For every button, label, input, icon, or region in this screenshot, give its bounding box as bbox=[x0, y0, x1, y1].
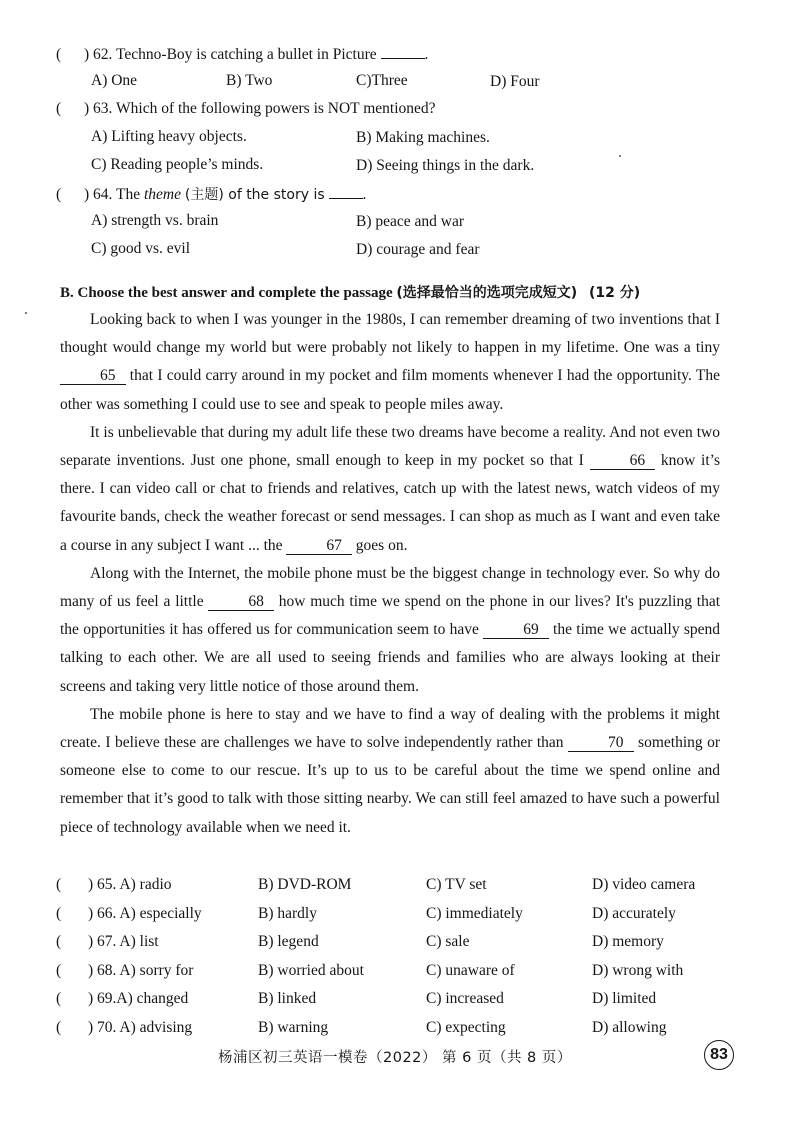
text: Along with the Internet, the mobile phone must be the biggest change in technology ever. So why do many of us feel a little bbox=[60, 564, 720, 611]
q64-option-a: A) strength vs. brain bbox=[91, 212, 219, 229]
q62-option-d: D) Four bbox=[490, 73, 540, 90]
blank-69: 69 bbox=[483, 622, 549, 639]
option-c: C) TV set bbox=[426, 876, 487, 893]
options-68 bbox=[56, 962, 756, 984]
text: It is unbelievable that during my adult life these two dreams have become a reality. And not even two separate inventions. Just one phone, small enough to keep in my pocket so that I bbox=[60, 423, 720, 470]
section-title-cn: (选择最恰当的选项完成短文) bbox=[396, 285, 578, 301]
section-score: (12 分) bbox=[588, 285, 641, 301]
scan-speck bbox=[25, 312, 27, 314]
answer-paren: ( bbox=[56, 962, 62, 979]
paragraph-2 bbox=[60, 419, 720, 560]
text: that I could carry around in my pocket and film moments whenever I had the opportunity. The other was something I could use to see and speak to people miles away. bbox=[60, 367, 721, 413]
blank-66: 66 bbox=[590, 453, 656, 470]
q64-option-d: D) courage and fear bbox=[356, 241, 480, 258]
option-b: B) hardly bbox=[258, 905, 317, 922]
option-c: C) increased bbox=[426, 990, 504, 1007]
text: The mobile phone is here to stay and we have to find a way of dealing with the problems it might create. I believe these are challenges we have to solve independently rather than bbox=[60, 705, 720, 752]
q62-option-a: A) One bbox=[91, 72, 138, 89]
blank-65: 65 bbox=[60, 368, 126, 385]
option-d: D) limited bbox=[592, 990, 657, 1007]
q63-option-d: D) Seeing things in the dark. bbox=[356, 157, 535, 174]
q63-option-b: B) Making machines. bbox=[356, 129, 490, 146]
option-d: D) accurately bbox=[592, 905, 676, 922]
text: how much time we spend on the phone in our lives? It's puzzling that the opportunities it has offered us for communication seem to have bbox=[60, 593, 720, 639]
answer-blank bbox=[381, 44, 425, 59]
question-64-end: . bbox=[362, 186, 367, 203]
page-number-badge: 83 bbox=[704, 1040, 734, 1070]
option-c: C) expecting bbox=[426, 1019, 506, 1036]
answer-paren: ( bbox=[56, 100, 62, 117]
answer-paren: ( bbox=[56, 933, 62, 950]
text: the time we actually spend talking to each other. We are all used to seeing friends and families who are always looking at their screens and taking very little notice of those around them. bbox=[60, 621, 721, 695]
text: know it’s there. I can video call or chat to friends and relatives, catch up with the latest news, watch videos of my favourite bands, check the weather forecast or send messages. I can shop as much as I want and even take a course in any subject I want ... the bbox=[60, 452, 720, 554]
option-a: ) 66. A) especially bbox=[88, 905, 202, 922]
section-b-title bbox=[60, 282, 640, 302]
question-62 bbox=[56, 44, 428, 64]
options-66 bbox=[56, 905, 756, 927]
question-62-stem: ) 62. Techno-Boy is catching a bullet in Picture bbox=[84, 46, 377, 63]
q62-option-b: B) Two bbox=[226, 72, 273, 89]
option-c: C) sale bbox=[426, 933, 470, 950]
cloze-passage bbox=[60, 306, 720, 842]
option-d: D) wrong with bbox=[592, 962, 684, 979]
option-d: D) memory bbox=[592, 933, 664, 950]
answer-paren: ( bbox=[56, 876, 62, 893]
paragraph-1 bbox=[60, 306, 720, 419]
options-69 bbox=[56, 990, 756, 1012]
answer-blank bbox=[329, 184, 363, 199]
option-a: ) 68. A) sorry for bbox=[88, 962, 194, 979]
option-b: B) warning bbox=[258, 1019, 329, 1036]
option-b: B) worried about bbox=[258, 962, 364, 979]
q64-option-b: B) peace and war bbox=[356, 213, 465, 230]
options-70 bbox=[56, 1019, 756, 1041]
blank-68: 68 bbox=[208, 594, 274, 611]
question-64 bbox=[56, 184, 366, 204]
option-a: ) 65. A) radio bbox=[88, 876, 172, 893]
question-64-stem-rest: (主题) of the story is bbox=[184, 187, 325, 203]
question-64-stem: ) 64. The bbox=[84, 186, 141, 203]
theme-word: theme bbox=[143, 186, 181, 203]
blank-67: 67 bbox=[286, 538, 352, 555]
answer-paren: ( bbox=[56, 905, 62, 922]
answer-paren: ( bbox=[56, 186, 62, 203]
paragraph-4 bbox=[60, 701, 720, 842]
options-65 bbox=[56, 876, 756, 898]
q64-option-c: C) good vs. evil bbox=[91, 240, 191, 257]
option-a: ) 67. A) list bbox=[88, 933, 159, 950]
options-67 bbox=[56, 933, 756, 955]
answer-paren: ( bbox=[56, 46, 62, 63]
option-b: B) DVD-ROM bbox=[258, 876, 352, 893]
text: something or someone else to come to our rescue. It’s up to us to be careful about the time we spend online and remember that it’s good to talk with those sitting nearby. We can still feel amazed to have such a powerful piece of technology available when we need it. bbox=[60, 734, 721, 836]
answer-paren: ( bbox=[56, 1019, 62, 1036]
question-63-stem: ) 63. Which of the following powers is NOT mentioned? bbox=[84, 100, 436, 117]
question-62-end: . bbox=[424, 46, 429, 63]
option-d: D) allowing bbox=[592, 1019, 667, 1036]
paragraph-3 bbox=[60, 560, 720, 701]
section-title-text: B. Choose the best answer and complete the passage bbox=[60, 285, 393, 301]
text: Looking back to when I was younger in the 1980s, I can remember dreaming of two inventions that I thought would change my world but were probably not likely to happen in my lifetime. One was a tiny bbox=[60, 311, 720, 357]
option-d: D) video camera bbox=[592, 876, 696, 893]
option-b: B) legend bbox=[258, 933, 319, 950]
page-footer: 杨浦区初三英语一模卷（2022） 第 6 页（共 8 页） bbox=[218, 1050, 572, 1066]
q62-option-c: C)Three bbox=[356, 72, 408, 89]
option-a: ) 69.A) changed bbox=[88, 990, 189, 1007]
blank-70: 70 bbox=[568, 735, 634, 752]
question-63 bbox=[56, 100, 436, 118]
option-c: C) unaware of bbox=[426, 962, 515, 979]
scan-speck bbox=[619, 155, 621, 157]
option-b: B) linked bbox=[258, 990, 317, 1007]
q63-option-a: A) Lifting heavy objects. bbox=[91, 128, 247, 145]
q63-option-c: C) Reading people’s minds. bbox=[91, 156, 264, 173]
answer-paren: ( bbox=[56, 990, 62, 1007]
option-a: ) 70. A) advising bbox=[88, 1019, 193, 1036]
text: goes on. bbox=[355, 536, 408, 554]
option-c: C) immediately bbox=[426, 905, 523, 922]
